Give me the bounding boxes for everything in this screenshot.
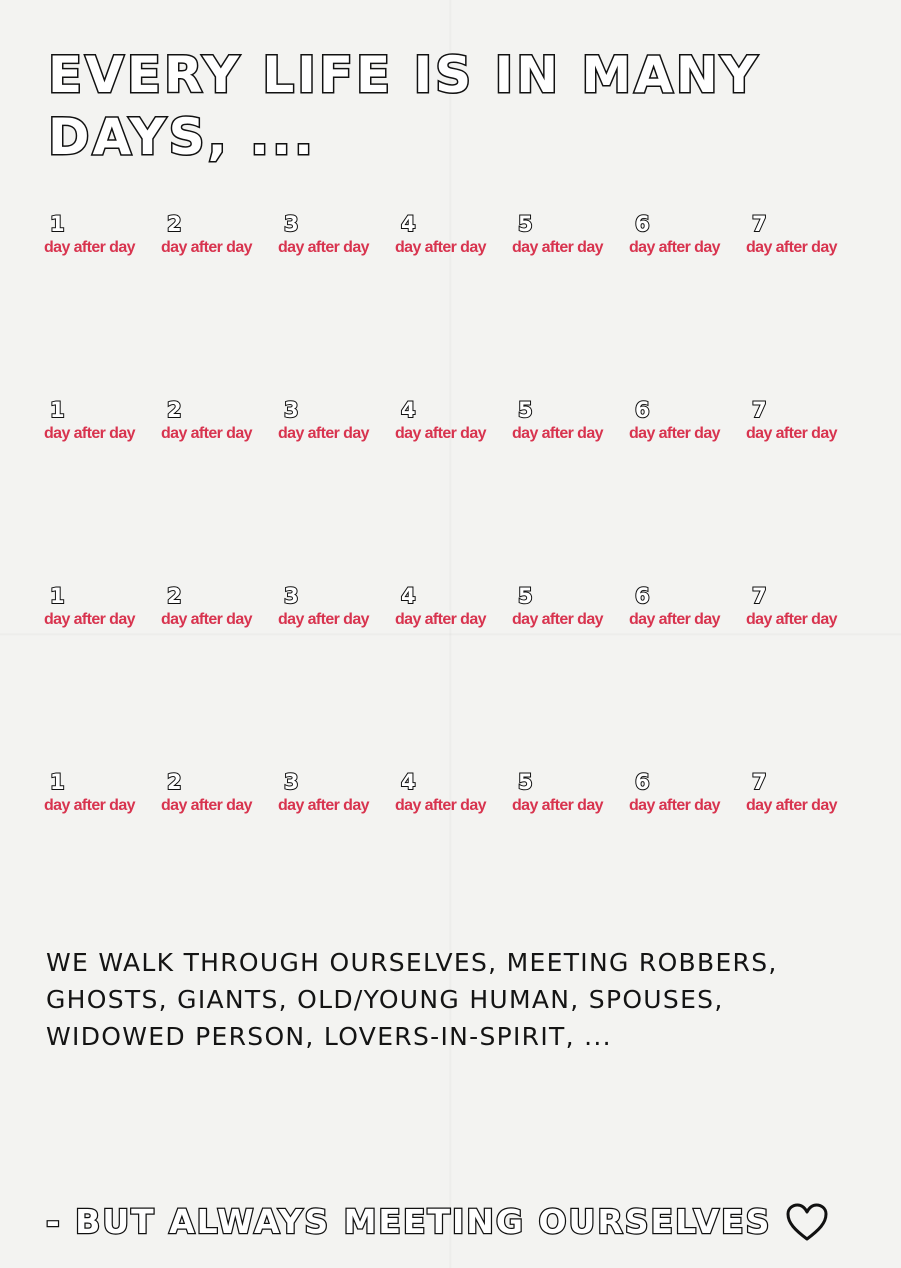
day-label: day after day — [746, 425, 837, 442]
day-number: 2 — [167, 398, 182, 422]
day-label: day after day — [746, 611, 837, 628]
day-cell — [44, 212, 161, 398]
day-cell — [161, 770, 278, 956]
body-paragraph — [46, 944, 866, 1055]
day-label: day after day — [44, 239, 135, 256]
day-number: 7 — [752, 212, 767, 236]
day-label: day after day — [395, 611, 486, 628]
day-cell — [278, 770, 395, 956]
day-label: day after day — [395, 425, 486, 442]
day-label: day after day — [44, 611, 135, 628]
day-cell — [278, 398, 395, 584]
day-number: 4 — [401, 584, 416, 608]
day-label: day after day — [161, 611, 252, 628]
day-cell — [746, 212, 863, 398]
footer-text: - BUT ALWAYS MEETING OURSELVES — [46, 1202, 772, 1241]
day-cell — [44, 398, 161, 584]
day-number: 5 — [518, 212, 533, 236]
day-cell — [512, 584, 629, 770]
week-row — [44, 212, 864, 398]
body-line: WE WALK THROUGH OURSELVES, MEETING ROBBERS, — [46, 948, 778, 977]
day-label: day after day — [512, 611, 603, 628]
day-label: day after day — [161, 425, 252, 442]
day-label: day after day — [161, 797, 252, 814]
day-number: 2 — [167, 212, 182, 236]
day-number: 3 — [284, 584, 299, 608]
week-row — [44, 584, 864, 770]
day-number: 1 — [50, 584, 65, 608]
day-number: 4 — [401, 770, 416, 794]
day-number: 4 — [401, 212, 416, 236]
body-line: GHOSTS, GIANTS, OLD/YOUNG HUMAN, SPOUSES, — [46, 985, 724, 1014]
day-label: day after day — [512, 239, 603, 256]
heart-icon — [785, 1202, 829, 1242]
day-label: day after day — [278, 239, 369, 256]
day-cell — [746, 398, 863, 584]
day-number: 5 — [518, 584, 533, 608]
day-label: day after day — [278, 611, 369, 628]
day-cell — [395, 584, 512, 770]
day-cell — [395, 770, 512, 956]
poster-title: EVERY LIFE IS IN MANY DAYS, ... — [48, 46, 760, 166]
day-number: 1 — [50, 398, 65, 422]
day-cell — [278, 212, 395, 398]
day-cell — [161, 398, 278, 584]
day-cell — [161, 212, 278, 398]
day-number: 3 — [284, 770, 299, 794]
day-label: day after day — [44, 797, 135, 814]
day-label: day after day — [278, 797, 369, 814]
day-label: day after day — [395, 239, 486, 256]
day-number: 6 — [635, 770, 650, 794]
day-cell — [629, 212, 746, 398]
day-number: 7 — [752, 770, 767, 794]
day-number: 7 — [752, 584, 767, 608]
day-number: 5 — [518, 398, 533, 422]
day-number: 1 — [50, 770, 65, 794]
day-label: day after day — [161, 239, 252, 256]
day-number: 3 — [284, 398, 299, 422]
day-number: 7 — [752, 398, 767, 422]
week-grid — [44, 212, 864, 956]
day-cell — [512, 212, 629, 398]
day-cell — [629, 584, 746, 770]
day-number: 2 — [167, 770, 182, 794]
day-number: 1 — [50, 212, 65, 236]
day-cell — [161, 584, 278, 770]
day-number: 4 — [401, 398, 416, 422]
day-label: day after day — [512, 425, 603, 442]
day-cell — [746, 770, 863, 956]
day-label: day after day — [629, 425, 720, 442]
day-cell — [395, 398, 512, 584]
day-cell — [512, 398, 629, 584]
day-cell — [629, 770, 746, 956]
day-label: day after day — [629, 611, 720, 628]
body-line: WIDOWED PERSON, LOVERS-IN-SPIRIT, ... — [46, 1022, 612, 1051]
week-row — [44, 770, 864, 956]
day-label: day after day — [629, 797, 720, 814]
day-cell — [629, 398, 746, 584]
day-number: 3 — [284, 212, 299, 236]
day-cell — [44, 770, 161, 956]
day-number: 2 — [167, 584, 182, 608]
day-label: day after day — [746, 239, 837, 256]
day-number: 6 — [635, 584, 650, 608]
day-cell — [278, 584, 395, 770]
day-cell — [395, 212, 512, 398]
day-cell — [746, 584, 863, 770]
day-label: day after day — [512, 797, 603, 814]
day-label: day after day — [746, 797, 837, 814]
day-cell — [44, 584, 161, 770]
footer-line — [46, 1196, 866, 1248]
day-cell — [512, 770, 629, 956]
day-number: 6 — [635, 212, 650, 236]
day-number: 6 — [635, 398, 650, 422]
week-row — [44, 398, 864, 584]
day-label: day after day — [629, 239, 720, 256]
day-label: day after day — [278, 425, 369, 442]
day-number: 5 — [518, 770, 533, 794]
day-label: day after day — [44, 425, 135, 442]
day-label: day after day — [395, 797, 486, 814]
